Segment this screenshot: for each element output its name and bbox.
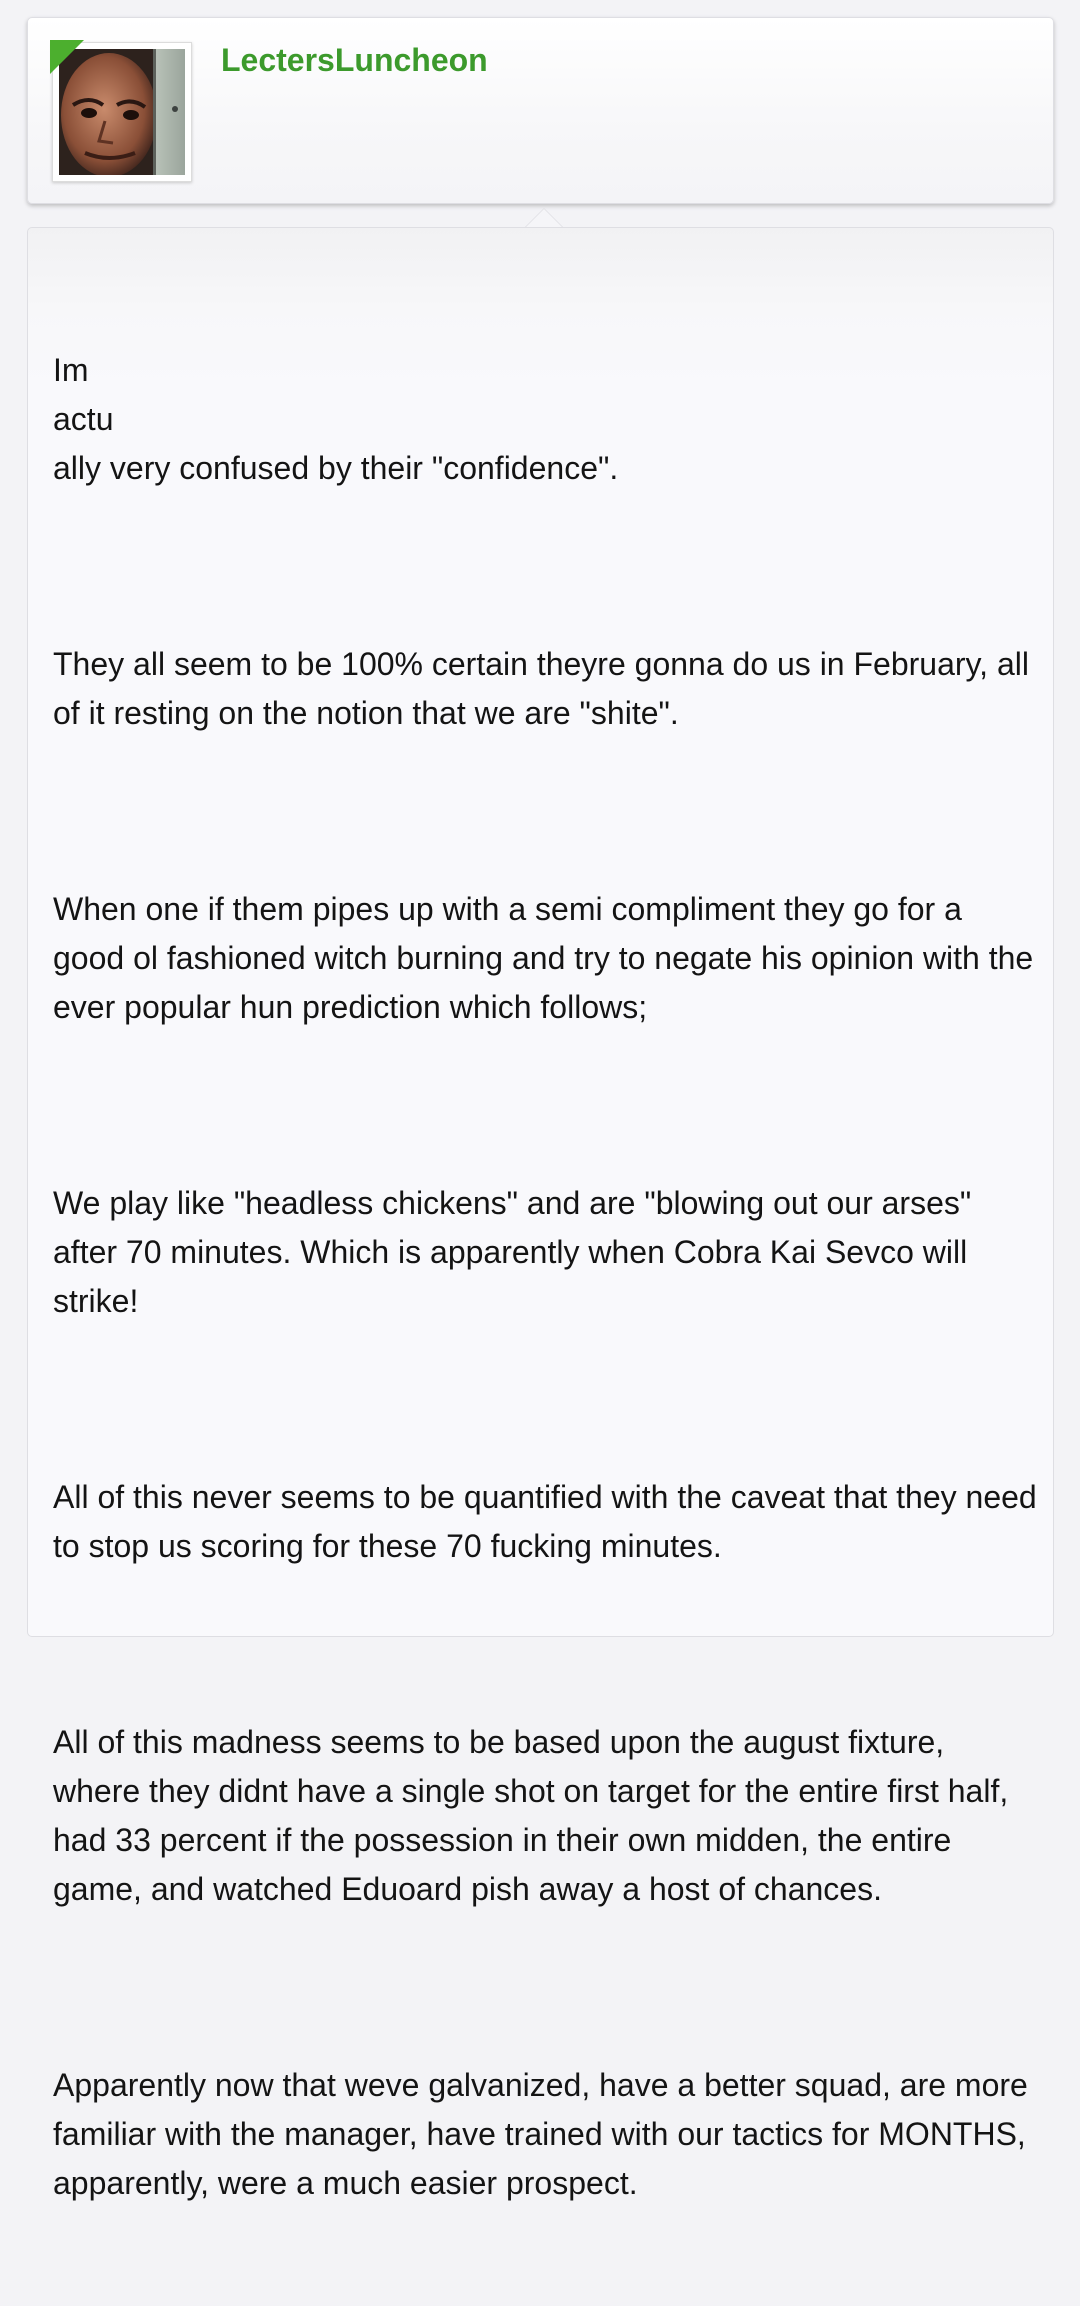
message-paragraph: Apparently now that weve galvanized, have a better squad, are more familiar with the manager, have trained with our tactics for MONTHS, apparently, were a much easier prospect. bbox=[53, 2067, 1037, 2201]
message-body bbox=[27, 227, 1054, 2201]
message-text bbox=[53, 248, 1046, 2306]
message-paragraph: When one if them pipes up with a semi compliment they go for a good ol fashioned witch burning and try to negate his opinion with the ever popular hun prediction which follows; bbox=[53, 891, 1043, 1025]
message-paragraph: Im actu ally very confused by their "confidence". bbox=[53, 352, 619, 486]
speech-pointer bbox=[524, 208, 564, 228]
message-paragraph: All of this never seems to be quantified with the caveat that they need to stop us scoring for these 70 fucking minutes. bbox=[53, 1479, 1046, 1564]
avatar[interactable] bbox=[52, 42, 192, 182]
message-paragraph: We play like "headless chickens" and are "blowing out our arses" after 70 minutes. Which is apparently when Cobra Kai Sevco will strike! bbox=[53, 1185, 981, 1319]
author-card bbox=[27, 17, 1054, 204]
message-footer bbox=[53, 1596, 1038, 1626]
online-indicator-icon bbox=[50, 40, 84, 74]
message-paragraph: They all seem to be 100% certain theyre gonna do us in February, all of it resting on the notion that we are "shite". bbox=[53, 646, 1038, 731]
message-paragraph: All of this madness seems to be based upon the august fixture, where they didnt have a single shot on target for the entire first half, had 33 percent if the possession in their own midden, the entire game, and watched Eduoard pish away a host of chances. bbox=[53, 1724, 1018, 1907]
author-username-link[interactable]: LectersLuncheon bbox=[221, 42, 488, 78]
